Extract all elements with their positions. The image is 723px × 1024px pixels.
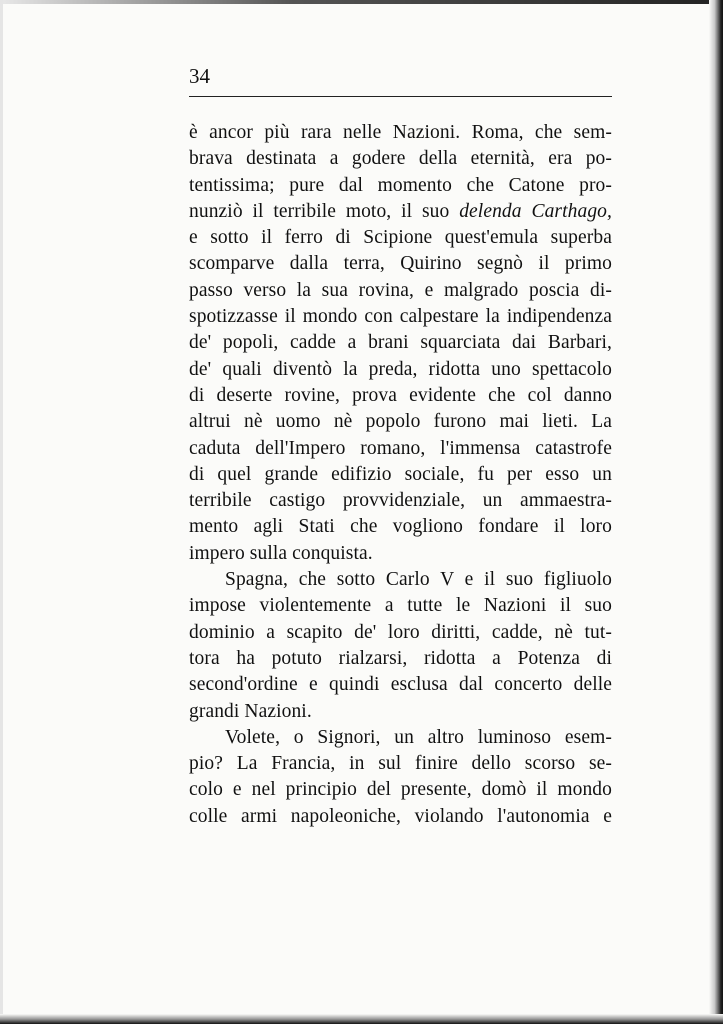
- page-number: 34: [189, 64, 210, 88]
- text-line: second'ordine e quindi esclusa dal concerto delle: [189, 674, 612, 696]
- text-line: passo verso la sua rovina, e malgrado poscia di-: [189, 279, 612, 301]
- scan-edge-right: [709, 0, 723, 1024]
- text-line: de' popoli, cadde a brani squarciata dai Barbari,: [189, 332, 612, 354]
- text-line: de' quali diventò la preda, ridotta uno spettacolo: [189, 358, 612, 380]
- text-line: impose violentemente a tutte le Nazioni il suo: [189, 595, 612, 617]
- text-line: Volete, o Signori, un altro luminoso esem-: [225, 726, 612, 748]
- scan-edge-bottom: [0, 1014, 723, 1024]
- text-line: è ancor più rara nelle Nazioni. Roma, che sem-: [189, 122, 612, 143]
- text-line: impero sulla conquista.: [189, 542, 373, 564]
- text-line: grandi Nazioni.: [189, 700, 312, 722]
- body-text: [189, 120, 612, 830]
- text-line: brava destinata a godere della eternità, era po-: [189, 148, 612, 170]
- scan-edge-left: [0, 0, 3, 1024]
- text-line: [189, 199, 612, 225]
- text-line: Spagna, che sotto Carlo V e il suo figliuolo: [225, 569, 612, 591]
- text-line: mento agli Stati che vogliono fondare il loro: [189, 516, 612, 538]
- text-line: e sotto il ferro di Scipione quest'emula superba: [189, 227, 612, 249]
- text-line: di quel grande edifizio sociale, fu per esso un: [189, 463, 612, 485]
- text-line: pio? La Francia, in sul finire dello scorso se-: [189, 753, 612, 775]
- text-line: altrui nè uomo nè popolo furono mai lieti. La: [189, 411, 612, 433]
- text-line: colo e nel principio del presente, domò il mondo: [189, 779, 612, 801]
- text-line: scomparve dalla terra, Quirino segnò il primo: [189, 253, 612, 275]
- text-line-italic: delenda Carthago,: [459, 200, 612, 222]
- text-line: tentissima; pure dal momento che Catone pro-: [189, 174, 612, 196]
- text-line: tora ha potuto rialzarsi, ridotta a Potenza di: [189, 647, 612, 669]
- text-line: di deserte rovine, prova evidente che col danno: [189, 384, 612, 406]
- scan-edge-top: [0, 0, 723, 4]
- header-rule: [189, 96, 612, 97]
- text-line-roman: nunziò il terribile moto, il suo: [189, 200, 460, 222]
- text-line: colle armi napoleoniche, violando l'autonomia e: [189, 805, 612, 827]
- text-line: caduta dell'Impero romano, l'immensa catastrofe: [189, 437, 612, 459]
- text-line: spotizzasse il mondo con calpestare la indipendenza: [189, 306, 612, 328]
- text-line: terribile castigo provvidenziale, un ammaestra-: [189, 490, 612, 512]
- text-line: dominio a scapito de' loro diritti, cadde, nè tut-: [189, 621, 612, 643]
